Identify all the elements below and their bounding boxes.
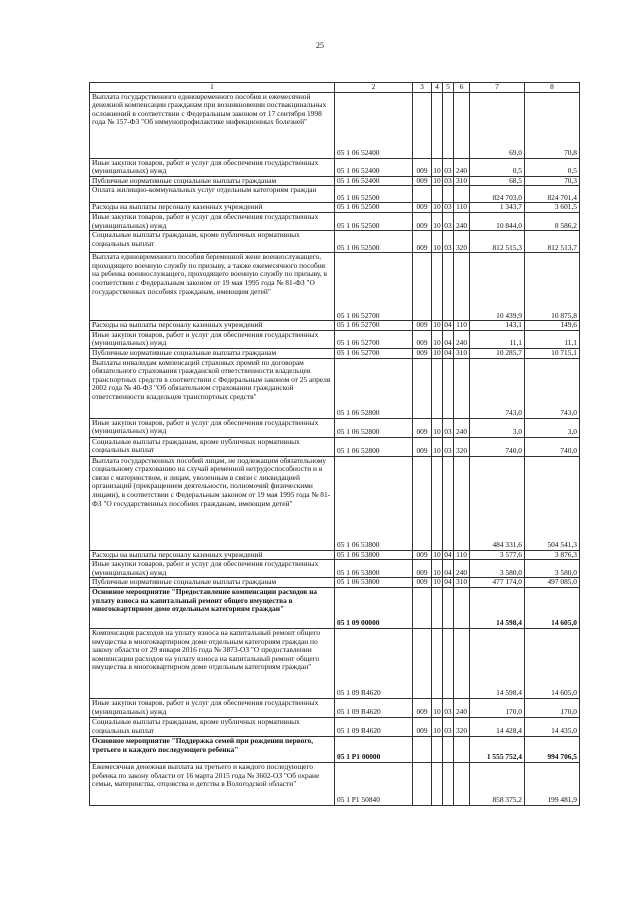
header-cell-sec: 4: [432, 83, 443, 93]
row-sub-cell: 03: [443, 437, 454, 456]
row-sec-cell: [432, 736, 443, 762]
row-sub-cell: 03: [443, 158, 454, 176]
row-year1-value: 858 375,2: [470, 762, 525, 805]
row-year2-value: 0,5: [525, 158, 580, 176]
row-sec-cell: [432, 587, 443, 628]
row-code-cell: 05 1 09 R4620: [335, 717, 413, 736]
row-grp-cell: 009: [413, 231, 432, 253]
row-year2-value: 3 580,0: [525, 560, 580, 578]
row-name-cell: Иные закупки товаров, работ и услуг для обеспечения государственных (муниципальных) нужд: [90, 560, 335, 578]
row-name-cell: Основное мероприятие "Предоставление компенсации расходов на уплату взноса на капитальный ремонт общего имущества в многоквартирном доме отдельным категориям граждан": [90, 587, 335, 628]
header-cell-code: 2: [335, 83, 413, 93]
row-name-cell: Выплата государственных пособий лицам, не подлежащим обязательному социальному страхованию на случай временной нетрудоспособности и в связи с материнством, и лицам, уволенным в связи с ликвидацией организаций (прекращением деятельности, полномочий физическими лицами), в соответствии с Федеральным законом от 19 мая 1995 года № 81-ФЗ "О государственных пособиях гражданам, имеющим детей": [90, 456, 335, 550]
table-row: [90, 92, 580, 158]
row-year1-value: 10 285,7: [470, 348, 525, 358]
page-number: 25: [316, 41, 324, 50]
row-sec-cell: [432, 628, 443, 698]
table-row: [90, 348, 580, 358]
row-year1-value: 3 580,0: [470, 560, 525, 578]
row-sec-cell: 10: [432, 560, 443, 578]
row-year1-value: 143,1: [470, 321, 525, 331]
row-sec-cell: [432, 358, 443, 418]
row-sub-cell: [443, 762, 454, 805]
row-name-cell: Социальные выплаты гражданам, кроме публичных нормативных социальных выплат: [90, 717, 335, 736]
row-sub-cell: [443, 186, 454, 203]
budget-table: [89, 82, 580, 806]
row-sub-cell: [443, 92, 454, 158]
row-grp-cell: 009: [413, 212, 432, 230]
row-year2-value: 504 541,3: [525, 456, 580, 550]
table-row: [90, 628, 580, 698]
row-grp-cell: 009: [413, 176, 432, 186]
row-vr-cell: 320: [454, 437, 470, 456]
row-name-cell: Социальные выплаты гражданам, кроме публичных нормативных социальных выплат: [90, 437, 335, 456]
table-header-row: [90, 83, 580, 93]
row-sec-cell: 10: [432, 437, 443, 456]
row-vr-cell: [454, 456, 470, 550]
row-year1-value: 68,5: [470, 176, 525, 186]
row-year2-value: 3 601,5: [525, 203, 580, 213]
row-vr-cell: [454, 253, 470, 321]
row-vr-cell: 240: [454, 212, 470, 230]
row-year2-value: 70,3: [525, 176, 580, 186]
row-year2-value: 743,0: [525, 358, 580, 418]
row-sub-cell: 03: [443, 212, 454, 230]
header-cell-year2: 8: [525, 83, 580, 93]
row-vr-cell: [454, 358, 470, 418]
row-code-cell: 05 1 09 R4620: [335, 698, 413, 717]
row-grp-cell: [413, 628, 432, 698]
row-grp-cell: 009: [413, 348, 432, 358]
header-cell-grp: 3: [413, 83, 432, 93]
header-cell-sub: 5: [443, 83, 454, 93]
row-code-cell: 05 1 06 52800: [335, 358, 413, 418]
row-code-cell: 05 1 06 53800: [335, 560, 413, 578]
row-sec-cell: [432, 186, 443, 203]
row-vr-cell: 240: [454, 330, 470, 348]
row-code-cell: 05 1 06 52700: [335, 348, 413, 358]
header-cell-year1: 7: [470, 83, 525, 93]
row-name-cell: Иные закупки товаров, работ и услуг для обеспечения государственных (муниципальных) нужд: [90, 418, 335, 437]
table-row: [90, 578, 580, 588]
row-grp-cell: 009: [413, 330, 432, 348]
row-sec-cell: 10: [433, 550, 441, 559]
row-grp-cell: [413, 456, 432, 550]
row-sec-cell: 10: [433, 320, 441, 330]
row-vr-cell: 310: [454, 348, 470, 358]
row-grp-cell: [413, 358, 432, 418]
row-name-cell: Компенсация расходов на уплату взноса на капитальный ремонт общего имущества в многоквартирном доме отдельным категориям граждан по закону области от 29 января 2016 года № 3873-ОЗ "О предоставлении компенсации расходов на уплату взноса на капитальный ремонт общего имущества в многоквартирном доме отдельным категориям граждан": [90, 628, 335, 698]
row-code-cell: 05 1 06 52700: [335, 321, 413, 331]
row-sec-cell: 10: [433, 577, 441, 587]
row-name-cell: Иные закупки товаров, работ и услуг для обеспечения государственных (муниципальных) нужд: [90, 158, 335, 176]
header-cell-name: 1: [90, 83, 335, 93]
table-row: [90, 418, 580, 437]
table-row: [90, 330, 580, 348]
row-sec-cell: [432, 456, 443, 550]
row-sec-cell: 10: [433, 348, 441, 357]
row-year1-value: 1 555 752,4: [470, 736, 525, 762]
row-year2-value: 8 586,2: [525, 212, 580, 230]
row-vr-cell: 110: [454, 321, 470, 331]
row-year2-value: 14 605,0: [525, 628, 580, 698]
row-vr-cell: [454, 736, 470, 762]
row-vr-cell: [454, 92, 470, 158]
row-year1-value: 10 439,9: [470, 253, 525, 321]
row-year1-value: 477 174,0: [470, 578, 525, 588]
row-sec-cell: 10: [432, 330, 443, 348]
row-sub-cell: 03: [444, 202, 452, 212]
row-year1-value: 14 428,4: [470, 717, 525, 736]
row-grp-cell: 009: [413, 418, 432, 437]
row-code-cell: 05 1 P1 50840: [335, 762, 413, 805]
row-year2-value: 170,0: [525, 698, 580, 717]
row-name-cell: Выплата единовременного пособия беременной жене военнослужащего, проходящего военную службу по призыву, а также ежемесячного пособия на ребенка военнослужащего, проходящего военную службу по призыву, в соответствии с Федеральным законом от 19 мая 1995 года № 81-ФЗ "О государственных пособиях гражданам, имеющим детей": [90, 253, 335, 321]
row-grp-cell: 009: [413, 698, 432, 717]
row-vr-cell: [454, 186, 470, 203]
row-year1-value: 812 515,3: [470, 231, 525, 253]
row-year1-value: 0,5: [470, 158, 525, 176]
row-vr-cell: 320: [454, 231, 470, 253]
row-sub-cell: 04: [444, 320, 452, 330]
row-name-cell: Выплаты инвалидам компенсаций страховых премий по договорам обязательного страхования гражданской ответственности владельцев транспортных средств в соответствии с Федеральным законом от 25 апреля 2002 года № 40-ФЗ "Об обязательном страховании гражданской ответственности владельцев транспортных средств": [90, 358, 335, 418]
row-year2-value: 740,0: [525, 437, 580, 456]
table-body: [90, 92, 580, 805]
row-vr-cell: 320: [454, 717, 470, 736]
row-year2-value: 14 435,0: [525, 717, 580, 736]
row-sub-cell: 03: [443, 231, 454, 253]
row-grp-cell: [413, 587, 432, 628]
row-sub-cell: 03: [444, 176, 452, 185]
row-year2-value: 149,6: [525, 321, 580, 331]
row-year2-value: 10 875,8: [525, 253, 580, 321]
row-name-cell: Иные закупки товаров, работ и услуг для обеспечения государственных (муниципальных) нужд: [90, 212, 335, 230]
row-year1-value: 170,0: [470, 698, 525, 717]
row-year2-value: 11,1: [525, 330, 580, 348]
table-row: [90, 186, 580, 203]
row-code-cell: 05 1 06 53800: [335, 578, 413, 588]
table-row: [90, 253, 580, 321]
row-vr-cell: 310: [454, 176, 470, 186]
row-sec-cell: [432, 253, 443, 321]
row-grp-cell: [413, 762, 432, 805]
row-sub-cell: 04: [443, 330, 454, 348]
header-cell-vr: 6: [454, 83, 470, 93]
table-row: [90, 158, 580, 176]
table-row: [90, 587, 580, 628]
row-sub-cell: 03: [443, 418, 454, 437]
row-sec-cell: 10: [432, 212, 443, 230]
row-code-cell: 05 1 06 52700: [335, 253, 413, 321]
row-name-cell: Расходы на выплаты персоналу казенных учреждений: [90, 203, 335, 213]
row-grp-cell: [413, 186, 432, 203]
row-sec-cell: [432, 762, 443, 805]
row-sub-cell: [443, 587, 454, 628]
row-sub-cell: [443, 358, 454, 418]
row-name-cell: Иные закупки товаров, работ и услуг для обеспечения государственных (муниципальных) нужд: [90, 698, 335, 717]
row-vr-cell: [454, 587, 470, 628]
row-vr-cell: 240: [454, 418, 470, 437]
row-sub-cell: 04: [443, 560, 454, 578]
table-row: [90, 717, 580, 736]
row-year1-value: 69,0: [470, 92, 525, 158]
row-vr-cell: 110: [454, 550, 470, 560]
row-name-cell: Иные закупки товаров, работ и услуг для обеспечения государственных (муниципальных) нужд: [90, 330, 335, 348]
row-grp-cell: 009: [413, 321, 432, 331]
row-code-cell: 05 1 06 53800: [335, 456, 413, 550]
row-grp-cell: 009: [413, 550, 432, 560]
row-year2-value: 824 701,4: [525, 186, 580, 203]
row-code-cell: 05 1 06 52500: [335, 212, 413, 230]
row-vr-cell: 110: [454, 203, 470, 213]
table-row: [90, 456, 580, 550]
row-year2-value: 497 085,0: [525, 578, 580, 588]
row-year2-value: 14 605,0: [525, 587, 580, 628]
row-sub-cell: 03: [443, 717, 454, 736]
row-grp-cell: [413, 736, 432, 762]
row-year2-value: 199 481,9: [525, 762, 580, 805]
row-sec-cell: 10: [432, 231, 443, 253]
row-year1-value: 484 331,6: [470, 456, 525, 550]
row-grp-cell: 009: [413, 158, 432, 176]
row-sub-cell: 03: [443, 698, 454, 717]
row-code-cell: 05 1 06 52400: [335, 158, 413, 176]
row-year1-value: 10 844,0: [470, 212, 525, 230]
row-year2-value: 10 715,1: [525, 348, 580, 358]
row-name-cell: Публичные нормативные социальные выплаты гражданам: [90, 578, 335, 588]
row-year2-value: 812 513,7: [525, 231, 580, 253]
row-grp-cell: [413, 92, 432, 158]
row-sec-cell: 10: [432, 418, 443, 437]
row-grp-cell: 009: [413, 578, 432, 588]
row-year1-value: 14 598,4: [470, 587, 525, 628]
row-sub-cell: 04: [444, 550, 452, 559]
table-row: [90, 560, 580, 578]
row-year1-value: 14 598,4: [470, 628, 525, 698]
row-name-cell: Социальные выплаты гражданам, кроме публичных нормативных социальных выплат: [90, 231, 335, 253]
row-code-cell: 05 1 06 53800: [335, 550, 413, 560]
row-year2-value: 994 706,5: [525, 736, 580, 762]
table-row: [90, 437, 580, 456]
row-vr-cell: 240: [454, 158, 470, 176]
row-grp-cell: [413, 253, 432, 321]
row-name-cell: Публичные нормативные социальные выплаты гражданам: [90, 348, 335, 358]
row-code-cell: 05 1 06 52700: [335, 330, 413, 348]
row-vr-cell: [454, 762, 470, 805]
table-row: [90, 698, 580, 717]
row-sec-cell: 10: [433, 202, 441, 212]
row-code-cell: 05 1 06 52800: [335, 418, 413, 437]
row-year1-value: 824 703,0: [470, 186, 525, 203]
row-sub-cell: [443, 628, 454, 698]
row-year2-value: 3 876,3: [525, 550, 580, 560]
row-year2-value: 3,0: [525, 418, 580, 437]
row-year1-value: 3 577,6: [470, 550, 525, 560]
table-row: [90, 321, 580, 331]
row-name-cell: Расходы на выплаты персоналу казенных учреждений: [90, 550, 335, 560]
row-grp-cell: 009: [413, 717, 432, 736]
row-grp-cell: 009: [413, 203, 432, 213]
row-year1-value: 1 343,7: [470, 203, 525, 213]
row-year1-value: 743,0: [470, 358, 525, 418]
row-grp-cell: 009: [413, 560, 432, 578]
table-row: [90, 231, 580, 253]
row-sec-cell: [432, 92, 443, 158]
row-code-cell: 05 1 06 52500: [335, 231, 413, 253]
row-vr-cell: 310: [454, 578, 470, 588]
row-sec-cell: 10: [432, 698, 443, 717]
row-name-cell: Оплата жилищно-коммунальных услуг отдельным категориям граждан: [90, 186, 335, 203]
table-row: [90, 550, 580, 560]
row-code-cell: 05 1 06 52800: [335, 437, 413, 456]
table-row: [90, 203, 580, 213]
row-code-cell: 05 1 06 52400: [335, 176, 413, 186]
table-row: [90, 736, 580, 762]
row-year1-value: 3,0: [470, 418, 525, 437]
row-vr-cell: 240: [454, 560, 470, 578]
row-vr-cell: [454, 628, 470, 698]
row-sub-cell: 04: [444, 577, 452, 587]
row-sec-cell: 10: [433, 176, 441, 185]
row-code-cell: 05 1 06 52400: [335, 92, 413, 158]
row-code-cell: 05 1 09 00000: [335, 587, 413, 628]
row-sec-cell: 10: [432, 158, 443, 176]
row-year1-value: 740,0: [470, 437, 525, 456]
row-sub-cell: [443, 736, 454, 762]
row-year1-value: 11,1: [470, 330, 525, 348]
row-sub-cell: 04: [444, 348, 452, 357]
row-name-cell: Ежемесячная денежная выплата на третьего и каждого последующего ребенка по закону области от 16 марта 2015 года № 3602-ОЗ "Об охране семьи, материнства, отцовства и детства в Вологодской области": [90, 762, 335, 805]
row-sub-cell: [443, 253, 454, 321]
row-code-cell: 05 1 06 52500: [335, 203, 413, 213]
row-code-cell: 05 1 P1 00000: [335, 736, 413, 762]
row-code-cell: 05 1 09 R4620: [335, 628, 413, 698]
table-row: [90, 762, 580, 805]
table-row: [90, 176, 580, 186]
row-name-cell: Расходы на выплаты персоналу казенных учреждений: [90, 321, 335, 331]
table-row: [90, 212, 580, 230]
row-name-cell: Публичные нормативные социальные выплаты гражданам: [90, 176, 335, 186]
row-vr-cell: 240: [454, 698, 470, 717]
row-code-cell: 05 1 06 52500: [335, 186, 413, 203]
row-sub-cell: [443, 456, 454, 550]
row-grp-cell: 009: [413, 437, 432, 456]
budget-table-container: [89, 82, 579, 806]
row-name-cell: Основное мероприятие "Поддержка семей при рождении первого, третьего и каждого последующего ребенка": [90, 736, 335, 762]
row-name-cell: Выплата государственного единовременного пособия и ежемесячной денежной компенсации гражданам при возникновении поствакцинальных осложнений в соответствии с Федеральным законом от 17 сентября 1998 года № 157-ФЗ "Об иммунопрофилактике инфекционных болезней": [90, 92, 335, 158]
table-row: [90, 358, 580, 418]
row-sec-cell: 10: [432, 717, 443, 736]
row-year2-value: 70,8: [525, 92, 580, 158]
